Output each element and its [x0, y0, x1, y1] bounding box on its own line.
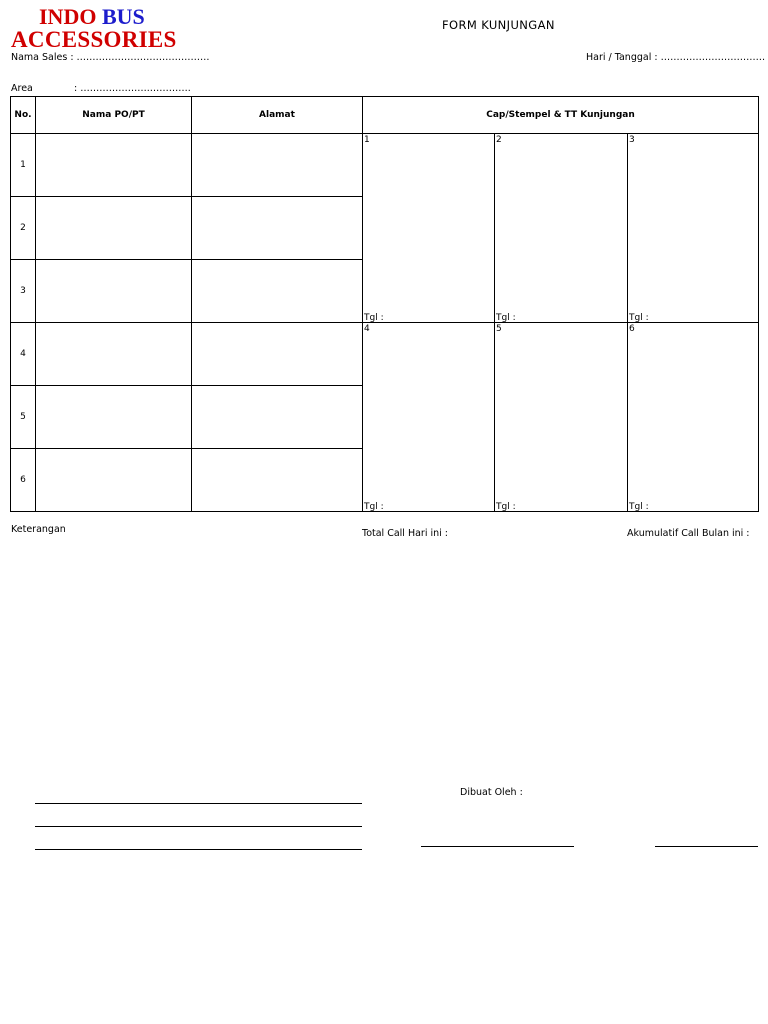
nama-cell[interactable] — [36, 386, 192, 449]
signature-line[interactable] — [421, 846, 574, 847]
header-alamat: Alamat — [192, 97, 363, 134]
logo-word-bus: BUS — [101, 4, 145, 29]
stamp-tgl: Tgl : — [496, 502, 516, 512]
logo-word-accessories: ACCESSORIES — [11, 27, 177, 52]
header-no: No. — [11, 97, 36, 134]
alamat-cell[interactable] — [192, 323, 363, 386]
table-row — [11, 323, 759, 386]
nama-cell[interactable] — [36, 134, 192, 197]
alamat-cell[interactable] — [192, 134, 363, 197]
row-number: 2 — [11, 197, 36, 260]
stamp-tgl: Tgl : — [629, 502, 649, 512]
nama-sales-field[interactable]: Nama Sales : …………………………………… — [11, 52, 210, 63]
nama-cell[interactable] — [36, 449, 192, 512]
stamp-tgl: Tgl : — [496, 313, 516, 323]
row-number: 3 — [11, 260, 36, 323]
row-number: 6 — [11, 449, 36, 512]
stamp-number: 6 — [629, 324, 635, 334]
row-number: 1 — [11, 134, 36, 197]
keterangan-line[interactable] — [35, 803, 362, 804]
form-title: FORM KUNJUNGAN — [442, 18, 555, 32]
alamat-cell[interactable] — [192, 449, 363, 512]
alamat-cell[interactable] — [192, 386, 363, 449]
row-number: 5 — [11, 386, 36, 449]
nama-cell[interactable] — [36, 197, 192, 260]
stamp-number: 4 — [364, 324, 370, 334]
stamp-number: 1 — [364, 135, 370, 145]
logo-line-1 — [39, 6, 145, 28]
header-nama: Nama PO/PT — [36, 97, 192, 134]
nama-cell[interactable] — [36, 323, 192, 386]
stamp-tgl: Tgl : — [364, 313, 384, 323]
stamp-box[interactable] — [363, 323, 495, 512]
visit-table — [10, 96, 759, 512]
signature-line[interactable] — [655, 846, 758, 847]
table-header-row — [11, 97, 759, 134]
stamp-box[interactable] — [363, 134, 495, 323]
alamat-cell[interactable] — [192, 197, 363, 260]
stamp-number: 3 — [629, 135, 635, 145]
keterangan-line[interactable] — [35, 826, 362, 827]
stamp-number: 2 — [496, 135, 502, 145]
akumulatif-label: Akumulatif Call Bulan ini : — [627, 528, 750, 539]
keterangan-label: Keterangan — [11, 524, 66, 535]
area-label: Area — [11, 83, 33, 94]
table-row — [11, 134, 759, 197]
stamp-tgl: Tgl : — [364, 502, 384, 512]
nama-cell[interactable] — [36, 260, 192, 323]
alamat-cell[interactable] — [192, 260, 363, 323]
stamp-box[interactable] — [495, 323, 628, 512]
logo-word-indo: INDO — [39, 4, 97, 29]
total-call-label: Total Call Hari ini : — [362, 528, 449, 539]
stamp-tgl: Tgl : — [629, 313, 649, 323]
keterangan-line[interactable] — [35, 849, 362, 850]
row-number: 4 — [11, 323, 36, 386]
hari-tanggal-field[interactable]: Hari / Tanggal : …………………………… — [586, 52, 766, 63]
stamp-box[interactable] — [495, 134, 628, 323]
area-field[interactable]: : ………………….…………. — [74, 83, 191, 94]
stamp-box[interactable] — [628, 134, 759, 323]
header-cap: Cap/Stempel & TT Kunjungan — [363, 97, 759, 134]
stamp-box[interactable] — [628, 323, 759, 512]
stamp-number: 5 — [496, 324, 502, 334]
dibuat-oleh-label: Dibuat Oleh : — [460, 787, 523, 798]
